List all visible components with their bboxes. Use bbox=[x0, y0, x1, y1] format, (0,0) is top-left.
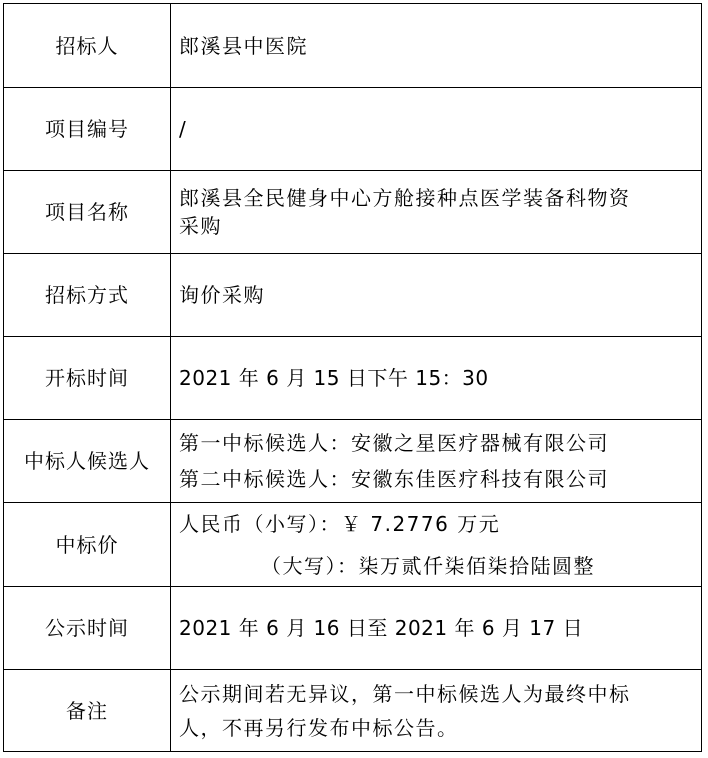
table-row bbox=[4, 4, 702, 88]
row-value bbox=[171, 88, 702, 171]
row-label: 招标方式 bbox=[4, 254, 171, 337]
value-line: 询价采购 bbox=[179, 283, 265, 307]
value-line: 2021 年 6 月 15 日下午 15：30 bbox=[179, 366, 489, 390]
table-row bbox=[4, 587, 702, 670]
row-label: 备注 bbox=[4, 670, 171, 752]
value-line: 郎溪县全民健身中心方舱接种点医学装备科物资 bbox=[179, 186, 631, 210]
value-line: 郎溪县中医院 bbox=[179, 33, 308, 58]
row-value bbox=[171, 337, 702, 420]
row-label: 公示时间 bbox=[4, 587, 171, 670]
row-value bbox=[171, 670, 702, 752]
table-row bbox=[4, 254, 702, 337]
table-row bbox=[4, 88, 702, 171]
value-line: 2021 年 6 月 16 日至 2021 年 6 月 17 日 bbox=[179, 616, 584, 640]
table-row bbox=[4, 503, 702, 587]
row-label: 招标人 bbox=[4, 4, 171, 88]
value-line: 公示期间若无异议，第一中标候选人为最终中标 bbox=[179, 681, 631, 706]
row-label: 中标人候选人 bbox=[4, 420, 171, 503]
row-value bbox=[171, 254, 702, 337]
row-label: 开标时间 bbox=[4, 337, 171, 420]
value-line: 第一中标候选人：安徽之星医疗器械有限公司 bbox=[179, 431, 609, 455]
table-row bbox=[4, 670, 702, 752]
value-line: / bbox=[179, 117, 188, 141]
value-line: 人，不再另行发布中标公告。 bbox=[179, 715, 459, 740]
row-label: 项目编号 bbox=[4, 88, 171, 171]
row-value bbox=[171, 420, 702, 503]
table-row bbox=[4, 337, 702, 420]
row-value bbox=[171, 503, 702, 587]
row-value bbox=[171, 171, 702, 254]
row-value bbox=[171, 4, 702, 88]
table-row bbox=[4, 171, 702, 254]
value-line: 第二中标候选人：安徽东佳医疗科技有限公司 bbox=[179, 467, 609, 491]
value-line: 人民币（小写）：￥ 7.2776 万元 bbox=[179, 511, 501, 536]
row-value bbox=[171, 587, 702, 670]
value-line: 采购 bbox=[179, 214, 222, 238]
bid-result-table bbox=[3, 3, 702, 752]
row-label: 中标价 bbox=[4, 503, 171, 587]
row-label: 项目名称 bbox=[4, 171, 171, 254]
table-row bbox=[4, 420, 702, 503]
value-line: （大写）：柒万贰仟柒佰柒拾陆圆整 bbox=[261, 553, 595, 578]
